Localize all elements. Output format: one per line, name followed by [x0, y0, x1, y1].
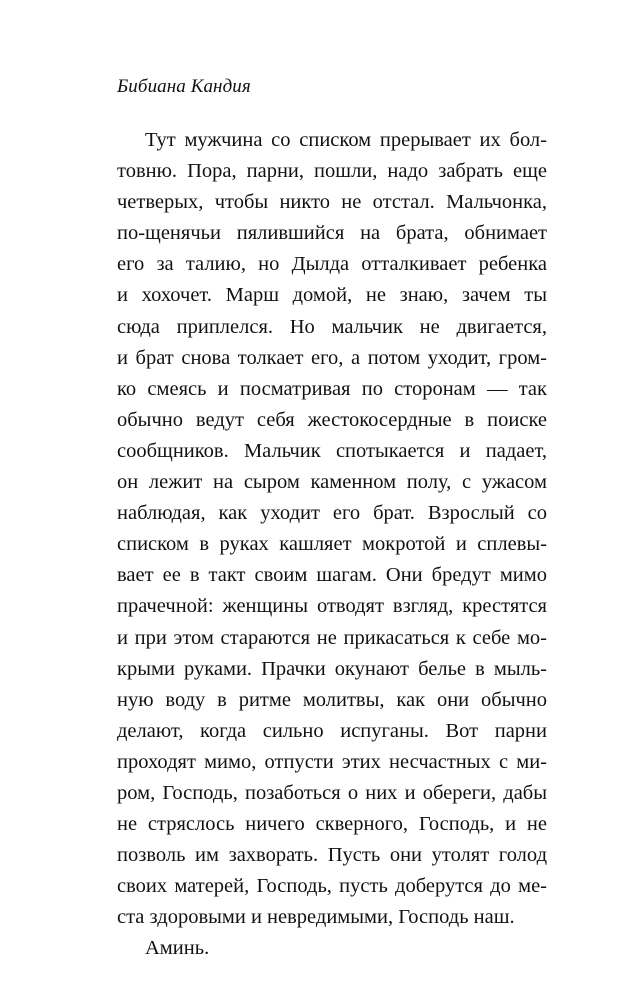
body-text	[117, 125, 547, 965]
text-line: и хохочет. Марш домой, не знаю, зачем ты	[117, 284, 547, 307]
text-line: позволь им захворать. Пусть они утолят голод	[117, 844, 547, 867]
text-line: своих матерей, Господь, пусть доберутся до ме-	[117, 875, 547, 898]
text-line: и при этом стараются не прикасаться к себе мо-	[117, 626, 547, 649]
text-line: ста здоровыми и невредимыми, Господь наш.	[117, 906, 515, 929]
text-line: прачечной: женщины отводят взгляд, крестятся	[117, 595, 547, 618]
text-line: наблюдая, как уходит его брат. Взрослый со	[117, 502, 547, 525]
text-line: его за талию, но Дылда отталкивает ребенка	[117, 253, 547, 276]
text-line: проходят мимо, отпусти этих несчастных с ми-	[117, 750, 547, 773]
text-line: Тут мужчина со списком прерывает их бол-	[145, 129, 547, 151]
text-line: обычно ведут себя жестокосердные в поиске	[117, 408, 547, 431]
text-line: ром, Господь, позаботься о них и обереги, дабы	[117, 781, 547, 804]
text-line: и брат снова толкает его, а потом уходит, гром-	[117, 346, 547, 369]
text-line: товню. Пора, парни, пошли, надо забрать еще	[117, 160, 547, 183]
text-line: делают, когда сильно испуганы. Вот парни	[117, 719, 547, 742]
text-line: по-щенячьи пялившийся на брата, обнимает	[117, 222, 547, 245]
running-head-author: Бибиана Кандия	[117, 76, 251, 97]
text-line: ную воду в ритме молитвы, как они обычно	[117, 688, 547, 711]
text-line: крыми руками. Прачки окунают белье в мыль-	[117, 657, 547, 680]
text-line: четверых, чтобы никто не отстал. Мальчонка,	[117, 191, 547, 214]
text-line: ко смеясь и посматривая по сторонам — так	[117, 377, 547, 400]
text-line: сообщников. Мальчик спотыкается и падает,	[117, 439, 547, 462]
text-line: вает ее в такт своим шагам. Они бредут мимо	[117, 564, 547, 587]
text-line: Аминь.	[145, 937, 210, 960]
text-line: сюда приплелся. Но мальчик не двигается,	[117, 315, 547, 338]
text-line: не стряслось ничего скверного, Господь, и не	[117, 813, 547, 836]
text-line: списком в руках кашляет мокротой и сплевы-	[117, 533, 547, 556]
text-line: он лежит на сыром каменном полу, с ужасом	[117, 471, 547, 494]
